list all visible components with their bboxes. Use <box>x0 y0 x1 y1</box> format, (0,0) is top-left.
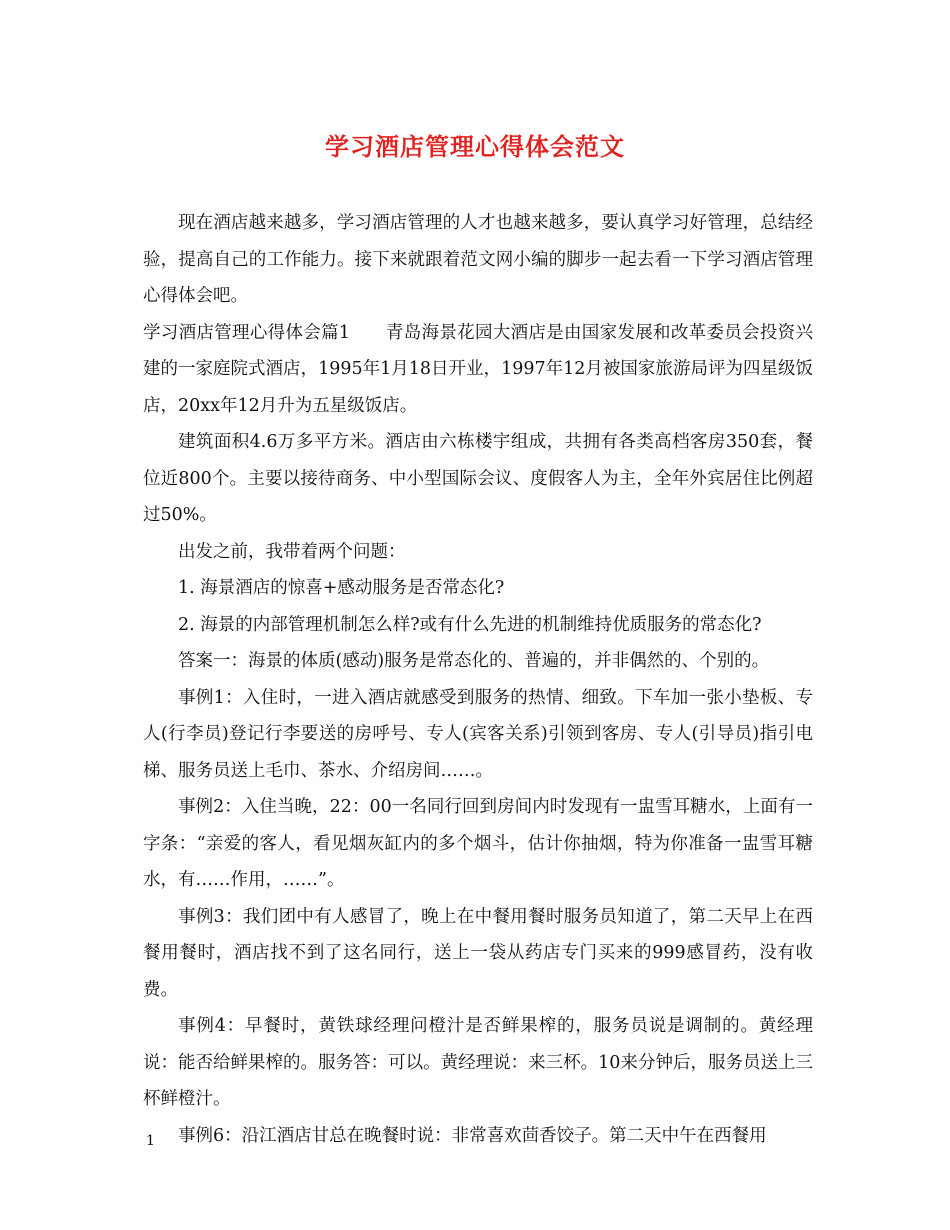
paragraph: 1. 海景酒店的惊喜+感动服务是否常态化? <box>178 578 505 598</box>
paragraph: 事例2：入住当晚，22：00一名同行回到房间内时发现有一盅雪耳糖水，上面有一字条：“亲爱的客人，看见烟灰缸内的多个烟斗，估计你抽烟，特为你准备一盅雪耳糖水，有……作用，……”。 <box>143 797 813 890</box>
paragraph: 事例1：入住时，一进入酒店就感受到服务的热情、细致。下车加一张小垫板、专人(行李员)登记行李要送的房呼号、专人(宾客关系)引领到客房、专人(引导员)指引电梯、服务员送上毛巾、茶水、介绍房间……。 <box>143 687 813 781</box>
paragraph: 建筑面积4.6万多平方米。酒店由六栋楼宇组成，共拥有各类高档客房350套，餐位近800个。主要以接待商务、中小型国际会议、度假客人为主，全年外宾居住比例超过50%。 <box>143 432 813 525</box>
paragraph: 事例3：我们团中有人感冒了，晚上在中餐用餐时服务员知道了，第二天早上在西餐用餐时，酒店找不到了这名同行，送上一袋从药店专门买来的999感冒药，没有收费。 <box>143 906 813 1000</box>
document-body <box>143 205 813 1154</box>
page-number: 1 <box>146 1133 155 1149</box>
paragraph: 答案一：海景的体质(感动)服务是常态化的、普遍的，并非偶然的、个别的。 <box>178 651 770 671</box>
paragraph: 学习酒店管理心得体会篇1 青岛海景花园大酒店是由国家发展和改革委员会投资兴建的一家庭院式酒店，1995年1月18日开业，1997年12月被国家旅游局评为四星级饭店，20xx年12月升为五星级饭店。 <box>143 322 813 416</box>
paragraph: 出发之前，我带着两个问题： <box>178 541 406 562</box>
paragraph: 事例6：沿江酒店甘总在晚餐时说：非常喜欢茴香饺子。第二天中午在西餐用 <box>178 1125 767 1146</box>
paragraph: 2. 海景的内部管理机制怎么样?或有什么先进的机制维持优质服务的常态化? <box>178 614 762 635</box>
document-title: 学习酒店管理心得体会范文 <box>325 132 625 161</box>
paragraph: 事例4：早餐时，黄铁球经理问橙汁是否鲜果榨的，服务员说是调制的。黄经理说：能否给鲜果榨的。服务答：可以。黄经理说：来三杯。10来分钟后，服务员送上三杯鲜橙汁。 <box>143 1016 813 1109</box>
paragraph: 现在酒店越来越多，学习酒店管理的人才也越来越多，要认真学习好管理，总结经验，提高自己的工作能力。接下来就跟着范文网小编的脚步一起去看一下学习酒店管理心得体会吧。 <box>143 213 813 306</box>
